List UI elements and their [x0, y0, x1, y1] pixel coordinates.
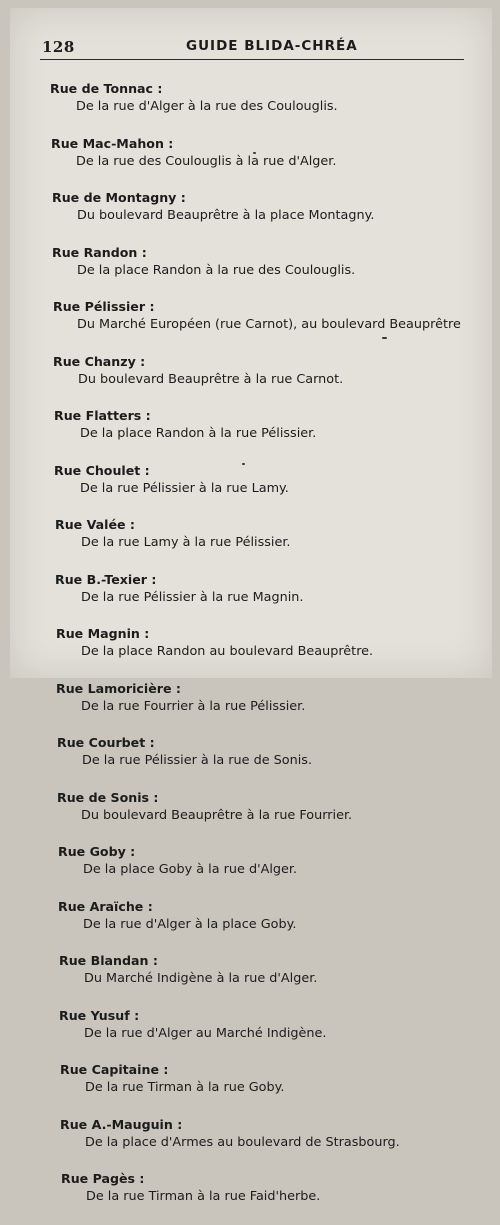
street-route: De la rue Pélissier à la rue de Sonis.: [82, 753, 313, 768]
street-name: Rue Yusuf :: [59, 1007, 140, 1023]
street-route: Du Marché Indigène à la rue d'Alger.: [84, 971, 318, 986]
street-route: De la place d'Armes au boulevard de Strasbourg.: [85, 1134, 400, 1150]
street-name: Rue Capitaine :: [60, 1062, 169, 1077]
running-title: GUIDE BLIDA-CHRÉA: [186, 38, 358, 54]
street-name: Rue A.-Mauguin :: [60, 1116, 183, 1132]
street-name: Rue Goby :: [58, 844, 136, 859]
street-name: Rue Choulet :: [54, 462, 150, 478]
street-route: De la rue des Coulouglis à la rue d'Alger.: [76, 153, 337, 169]
ink-speck: [382, 337, 387, 339]
page-header: [10, 8, 492, 60]
street-route: De la rue Tirman à la rue Faid'herbe.: [86, 1189, 321, 1204]
street-name: Rue Chanzy :: [53, 353, 146, 369]
street-route: Du Marché Européen (rue Carnot), au boulevard Beauprêtre: [77, 317, 461, 332]
street-entry: [10, 571, 492, 626]
street-name: Rue Araïche :: [58, 898, 153, 914]
street-list: [10, 80, 492, 1225]
street-name: Rue Magnin :: [56, 626, 150, 641]
street-route: De la rue Pélissier à la rue Magnin.: [81, 589, 304, 605]
street-route: De la place Randon à la rue des Coulouglis.: [77, 262, 356, 278]
street-entry: [10, 244, 492, 299]
header-rule: [40, 59, 464, 60]
street-entry: [10, 353, 492, 408]
street-entry: [10, 80, 492, 135]
street-entry: [10, 298, 492, 353]
page-number: 128: [42, 38, 75, 56]
street-route: De la place Randon au boulevard Beauprêtre.: [81, 644, 374, 659]
street-entry: [10, 516, 492, 571]
street-entry: [10, 843, 492, 898]
street-route: De la rue Lamy à la rue Pélissier.: [81, 535, 291, 550]
street-entry: [10, 407, 492, 462]
street-entry: [10, 135, 492, 190]
street-route: Du boulevard Beauprêtre à la rue Fourrier.: [81, 807, 353, 823]
street-name: Rue Blandan :: [59, 953, 158, 968]
street-entry: [10, 952, 492, 1007]
street-route: De la rue Fourrier à la rue Pélissier.: [81, 698, 306, 714]
street-route: De la rue Pélissier à la rue Lamy.: [80, 480, 289, 496]
street-route: De la rue Tirman à la rue Goby.: [85, 1080, 285, 1095]
street-name: Rue de Montagny :: [52, 190, 186, 205]
street-name: Rue Mac-Mahon :: [51, 135, 174, 151]
street-name: Rue Pélissier :: [53, 299, 155, 314]
ink-speck: [253, 152, 256, 154]
street-entry: [10, 189, 492, 244]
book-page: [10, 8, 492, 1204]
street-entry: [10, 898, 492, 953]
street-entry: [10, 789, 492, 844]
street-name: Rue Lamoricière :: [56, 680, 181, 696]
street-entry: [10, 1116, 492, 1171]
street-name: Rue de Sonis :: [57, 789, 159, 805]
street-route: De la rue d'Alger au Marché Indigène.: [84, 1025, 327, 1041]
street-name: Rue Flatters :: [54, 408, 151, 423]
street-route: De la rue d'Alger à la place Goby.: [83, 916, 297, 932]
street-entry: [10, 734, 492, 789]
street-route: De la place Randon à la rue Pélissier.: [80, 426, 317, 441]
street-entry: [10, 1007, 492, 1062]
street-name: Rue Courbet :: [57, 735, 155, 750]
street-route: Du boulevard Beauprêtre à la place Montagny.: [77, 208, 375, 223]
street-name: Rue B.-Texier :: [55, 571, 157, 587]
street-name: Rue Valée :: [55, 517, 135, 532]
ink-speck: [242, 463, 245, 465]
street-entry: [10, 1061, 492, 1116]
street-entry: [10, 680, 492, 735]
street-entry: [10, 462, 492, 517]
street-route: De la place Goby à la rue d'Alger.: [83, 862, 298, 877]
street-name: Rue de Tonnac :: [50, 81, 163, 96]
street-name: Rue Randon :: [52, 244, 147, 260]
street-name: Rue Pagès :: [61, 1171, 145, 1186]
street-route: Du boulevard Beauprêtre à la rue Carnot.: [78, 371, 344, 387]
street-entry: [10, 625, 492, 680]
street-entry: [10, 1170, 492, 1225]
street-route: De la rue d'Alger à la rue des Coulouglis.: [76, 99, 338, 114]
